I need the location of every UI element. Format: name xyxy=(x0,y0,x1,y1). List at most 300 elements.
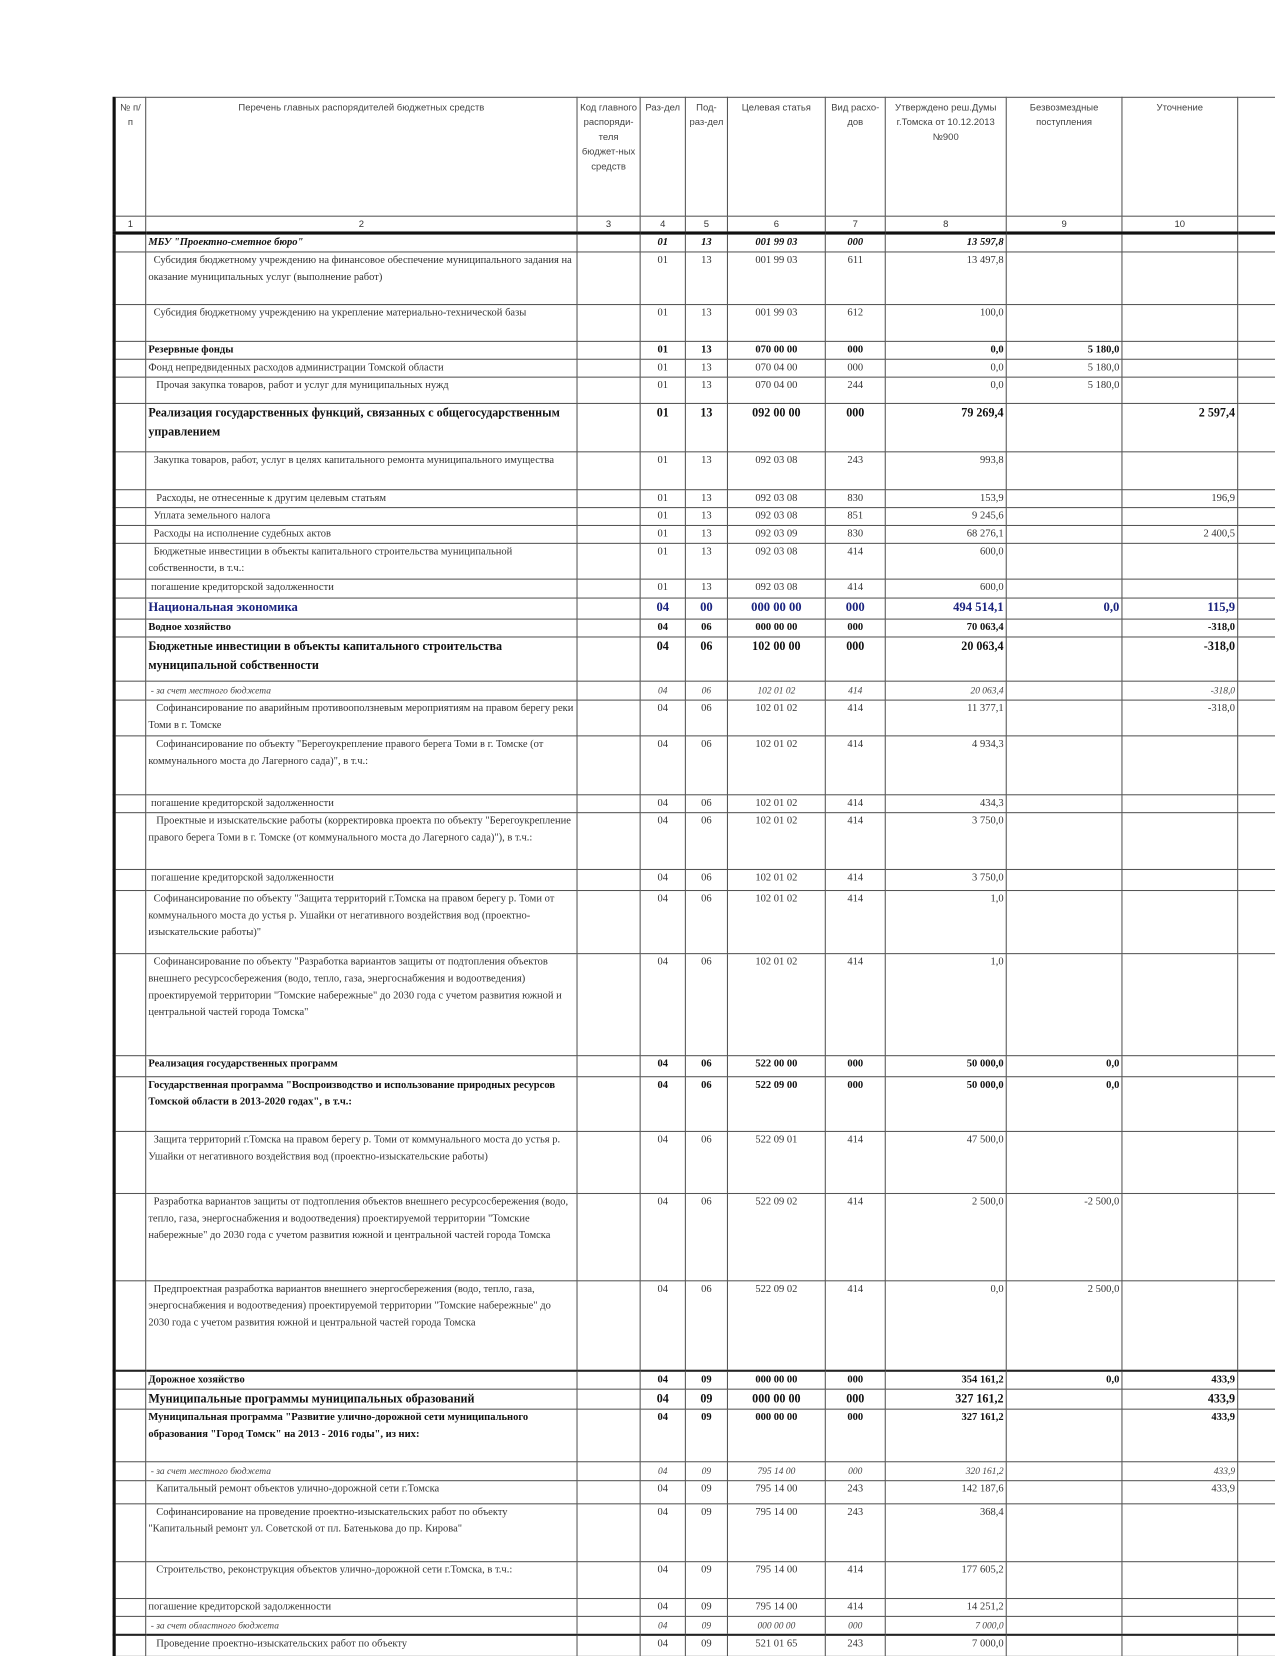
column-number-row xyxy=(114,216,1275,233)
gratuitous-receipts-cell xyxy=(1006,525,1122,543)
approved-amount-cell: 0,0 xyxy=(885,377,1006,403)
approved-amount-cell: 13 497,8 xyxy=(885,252,1006,305)
row-number-cell xyxy=(114,813,146,870)
item-name-cell: - за счет областного бюджета xyxy=(146,1616,577,1634)
row-number-cell xyxy=(114,795,146,813)
header-cell xyxy=(1238,97,1275,216)
header-cell: Перечень главных распорядителей бюджетных средств xyxy=(146,97,577,216)
expense-type-cell: 000 xyxy=(825,1462,885,1481)
extra-cell xyxy=(1238,508,1275,526)
adjustment-cell: 433,9 xyxy=(1122,1370,1238,1389)
item-name-cell: Реализация государственных программ xyxy=(146,1056,577,1077)
approved-amount-cell: 1,0 xyxy=(885,891,1006,954)
row-number-cell xyxy=(114,543,146,579)
section-cell: 01 xyxy=(640,233,685,252)
manager-code-cell xyxy=(577,1562,640,1599)
manager-code-cell xyxy=(577,233,640,252)
adjustment-cell: 2 597,4 xyxy=(1122,403,1238,451)
approved-amount-cell: 20 063,4 xyxy=(885,637,1006,681)
gratuitous-receipts-cell xyxy=(1006,869,1122,890)
table-row xyxy=(114,891,1275,954)
row-number-cell xyxy=(114,359,146,377)
table-row xyxy=(114,359,1275,377)
expense-type-cell: 414 xyxy=(825,1599,885,1617)
row-number-cell xyxy=(114,1504,146,1562)
extra-cell xyxy=(1238,681,1275,700)
table-row xyxy=(114,252,1275,305)
section-cell: 04 xyxy=(640,1599,685,1617)
row-number-cell xyxy=(114,954,146,1056)
item-name-cell: Государственная программа "Воспроизводство и использование природных ресурсов Томской области в 2013-2020 годах", в т.ч.: xyxy=(146,1077,577,1132)
extra-cell xyxy=(1238,1481,1275,1504)
target-article-cell: 000 00 00 xyxy=(727,1370,825,1389)
row-number-cell xyxy=(114,1635,146,1656)
column-number: 7 xyxy=(825,216,885,233)
gratuitous-receipts-cell xyxy=(1006,1481,1122,1504)
gratuitous-receipts-cell xyxy=(1006,891,1122,954)
adjustment-cell xyxy=(1122,1281,1238,1370)
gratuitous-receipts-cell xyxy=(1006,700,1122,736)
item-name-cell: Субсидия бюджетному учреждению на укрепление материально-технической базы xyxy=(146,305,577,342)
header-row xyxy=(114,97,1275,216)
gratuitous-receipts-cell xyxy=(1006,252,1122,305)
target-article-cell: 001 99 03 xyxy=(727,305,825,342)
expense-type-cell: 414 xyxy=(825,891,885,954)
manager-code-cell xyxy=(577,1599,640,1617)
row-number-cell xyxy=(114,508,146,526)
extra-cell xyxy=(1238,452,1275,490)
gratuitous-receipts-cell: 0,0 xyxy=(1006,598,1122,619)
table-row xyxy=(114,954,1275,1056)
row-number-cell xyxy=(114,1599,146,1617)
manager-code-cell xyxy=(577,637,640,681)
adjustment-cell xyxy=(1122,1193,1238,1280)
subsection-cell: 09 xyxy=(685,1562,727,1599)
table-row xyxy=(114,681,1275,700)
target-article-cell: 795 14 00 xyxy=(727,1599,825,1617)
column-number: 10 xyxy=(1122,216,1238,233)
header-cell: Раз-дел xyxy=(640,97,685,216)
table-row xyxy=(114,403,1275,451)
extra-cell xyxy=(1238,1193,1275,1280)
target-article-cell: 795 14 00 xyxy=(727,1462,825,1481)
expense-type-cell: 414 xyxy=(825,579,885,598)
subsection-cell: 13 xyxy=(685,525,727,543)
approved-amount-cell: 4 934,3 xyxy=(885,736,1006,795)
extra-cell xyxy=(1238,579,1275,598)
table-row xyxy=(114,1193,1275,1280)
target-article-cell: 092 00 00 xyxy=(727,403,825,451)
subsection-cell: 06 xyxy=(685,619,727,637)
section-cell: 04 xyxy=(640,891,685,954)
subsection-cell: 13 xyxy=(685,359,727,377)
item-name-cell: Расходы на исполнение судебных актов xyxy=(146,525,577,543)
target-article-cell: 092 03 08 xyxy=(727,508,825,526)
column-number: 4 xyxy=(640,216,685,233)
row-number-cell xyxy=(114,233,146,252)
gratuitous-receipts-cell: 0,0 xyxy=(1006,1077,1122,1132)
approved-amount-cell: 434,3 xyxy=(885,795,1006,813)
extra-cell xyxy=(1238,1616,1275,1634)
expense-type-cell: 000 xyxy=(825,341,885,359)
gratuitous-receipts-cell: 5 180,0 xyxy=(1006,359,1122,377)
manager-code-cell xyxy=(577,1481,640,1504)
table-row xyxy=(114,1409,1275,1462)
section-cell: 04 xyxy=(640,637,685,681)
column-number: 3 xyxy=(577,216,640,233)
adjustment-cell xyxy=(1122,359,1238,377)
extra-cell xyxy=(1238,1056,1275,1077)
table-row xyxy=(114,1389,1275,1409)
column-number xyxy=(1238,216,1275,233)
subsection-cell: 06 xyxy=(685,1056,727,1077)
table-row xyxy=(114,813,1275,870)
adjustment-cell: 433,9 xyxy=(1122,1409,1238,1462)
item-name-cell: Проведение проектно-изыскательских работ по объекту xyxy=(146,1635,577,1656)
extra-cell xyxy=(1238,1077,1275,1132)
extra-cell xyxy=(1238,543,1275,579)
gratuitous-receipts-cell xyxy=(1006,681,1122,700)
adjustment-cell xyxy=(1122,1504,1238,1562)
adjustment-cell xyxy=(1122,452,1238,490)
item-name-cell: погашение кредиторской задолженности xyxy=(146,579,577,598)
adjustment-cell xyxy=(1122,508,1238,526)
approved-amount-cell: 327 161,2 xyxy=(885,1409,1006,1462)
item-name-cell: Строительство, реконструкция объектов улично-дорожной сети г.Томска, в т.ч.: xyxy=(146,1562,577,1599)
gratuitous-receipts-cell xyxy=(1006,305,1122,342)
section-cell: 01 xyxy=(640,341,685,359)
row-number-cell xyxy=(114,490,146,508)
table-row xyxy=(114,508,1275,526)
table-row xyxy=(114,490,1275,508)
gratuitous-receipts-cell xyxy=(1006,619,1122,637)
section-cell: 04 xyxy=(640,954,685,1056)
subsection-cell: 06 xyxy=(685,813,727,870)
manager-code-cell xyxy=(577,1077,640,1132)
subsection-cell: 13 xyxy=(685,341,727,359)
column-number: 6 xyxy=(727,216,825,233)
target-article-cell: 092 03 09 xyxy=(727,525,825,543)
section-cell: 04 xyxy=(640,1370,685,1389)
subsection-cell: 13 xyxy=(685,543,727,579)
expense-type-cell: 414 xyxy=(825,681,885,700)
manager-code-cell xyxy=(577,1409,640,1462)
item-name-cell: погашение кредиторской задолженности xyxy=(146,795,577,813)
target-article-cell: 521 01 65 xyxy=(727,1635,825,1656)
expense-type-cell: 414 xyxy=(825,869,885,890)
target-article-cell: 070 04 00 xyxy=(727,359,825,377)
expense-type-cell: 000 xyxy=(825,359,885,377)
approved-amount-cell: 600,0 xyxy=(885,579,1006,598)
item-name-cell: - за счет местного бюджета xyxy=(146,1462,577,1481)
subsection-cell: 06 xyxy=(685,1077,727,1132)
row-number-cell xyxy=(114,305,146,342)
adjustment-cell xyxy=(1122,377,1238,403)
approved-amount-cell: 13 597,8 xyxy=(885,233,1006,252)
header-cell: Безвозмездные поступления xyxy=(1006,97,1122,216)
section-cell: 04 xyxy=(640,1389,685,1409)
expense-type-cell: 000 xyxy=(825,1409,885,1462)
extra-cell xyxy=(1238,305,1275,342)
subsection-cell: 09 xyxy=(685,1504,727,1562)
column-number: 2 xyxy=(146,216,577,233)
extra-cell xyxy=(1238,359,1275,377)
extra-cell xyxy=(1238,1370,1275,1389)
table-row xyxy=(114,736,1275,795)
table-row xyxy=(114,1504,1275,1562)
expense-type-cell: 000 xyxy=(825,1077,885,1132)
expense-type-cell: 414 xyxy=(825,700,885,736)
target-article-cell: 102 01 02 xyxy=(727,869,825,890)
manager-code-cell xyxy=(577,954,640,1056)
adjustment-cell xyxy=(1122,1131,1238,1193)
table-row xyxy=(114,452,1275,490)
gratuitous-receipts-cell xyxy=(1006,452,1122,490)
expense-type-cell: 000 xyxy=(825,1056,885,1077)
adjustment-cell xyxy=(1122,341,1238,359)
item-name-cell: Софинансирование на проведение проектно-изыскательских работ по объекту "Капитальный ремонт ул. Советской от пл. Батенькова до пр. Кирова" xyxy=(146,1504,577,1562)
adjustment-cell: -318,0 xyxy=(1122,681,1238,700)
approved-amount-cell: 1,0 xyxy=(885,954,1006,1056)
extra-cell xyxy=(1238,619,1275,637)
gratuitous-receipts-cell xyxy=(1006,1635,1122,1656)
extra-cell xyxy=(1238,1635,1275,1656)
row-number-cell xyxy=(114,341,146,359)
expense-type-cell: 414 xyxy=(825,736,885,795)
manager-code-cell xyxy=(577,1193,640,1280)
table-row xyxy=(114,795,1275,813)
subsection-cell: 13 xyxy=(685,252,727,305)
item-name-cell: Субсидия бюджетному учреждению на финансовое обеспечение муниципального задания на оказание муниципальных услуг (выполнение работ) xyxy=(146,252,577,305)
item-name-cell: Муниципальная программа "Развитие улично-дорожной сети муниципального образования "Город Томск" на 2013 - 2016 годы", из них: xyxy=(146,1409,577,1462)
target-article-cell: 092 03 08 xyxy=(727,490,825,508)
section-cell: 04 xyxy=(640,700,685,736)
approved-amount-cell: 0,0 xyxy=(885,1281,1006,1370)
approved-amount-cell: 354 161,2 xyxy=(885,1370,1006,1389)
target-article-cell: 070 04 00 xyxy=(727,377,825,403)
subsection-cell: 09 xyxy=(685,1481,727,1504)
subsection-cell: 13 xyxy=(685,579,727,598)
adjustment-cell xyxy=(1122,813,1238,870)
row-number-cell xyxy=(114,1077,146,1132)
adjustment-cell xyxy=(1122,1077,1238,1132)
adjustment-cell: -318,0 xyxy=(1122,619,1238,637)
adjustment-cell xyxy=(1122,1599,1238,1617)
subsection-cell: 09 xyxy=(685,1599,727,1617)
subsection-cell: 13 xyxy=(685,377,727,403)
item-name-cell: Разработка вариантов защиты от подтопления объектов внешнего ресурсосбережения (водо, тепло, газа, энергоснабжения и водоотведения) проектируемой территории "Томские набережные" до 2030 года с учетом развития южной и центральной частей города Томска xyxy=(146,1193,577,1280)
target-article-cell: 522 09 00 xyxy=(727,1077,825,1132)
adjustment-cell xyxy=(1122,795,1238,813)
target-article-cell: 102 01 02 xyxy=(727,813,825,870)
expense-type-cell: 000 xyxy=(825,598,885,619)
adjustment-cell: 2 400,5 xyxy=(1122,525,1238,543)
approved-amount-cell: 177 605,2 xyxy=(885,1562,1006,1599)
extra-cell xyxy=(1238,598,1275,619)
expense-type-cell: 414 xyxy=(825,1562,885,1599)
manager-code-cell xyxy=(577,1635,640,1656)
section-cell: 01 xyxy=(640,305,685,342)
approved-amount-cell: 368,4 xyxy=(885,1504,1006,1562)
manager-code-cell xyxy=(577,1056,640,1077)
row-number-cell xyxy=(114,869,146,890)
item-name-cell: Закупка товаров, работ, услуг в целях капитального ремонта муниципального имущества xyxy=(146,452,577,490)
section-cell: 04 xyxy=(640,1616,685,1634)
gratuitous-receipts-cell xyxy=(1006,1409,1122,1462)
target-article-cell: 001 99 03 xyxy=(727,252,825,305)
target-article-cell: 102 01 02 xyxy=(727,954,825,1056)
gratuitous-receipts-cell xyxy=(1006,1562,1122,1599)
adjustment-cell: 115,9 xyxy=(1122,598,1238,619)
subsection-cell: 06 xyxy=(685,736,727,795)
table-row xyxy=(114,525,1275,543)
item-name-cell: Софинансирование по объекту "Разработка вариантов защиты от подтопления объектов внешнего ресурсосбережения (водо, тепло, газа, энергоснабжения и водоотведения) проектируемой территории "Томские набережные" до 2030 года с учетом развития южной и центральной частей города Томска" xyxy=(146,954,577,1056)
approved-amount-cell: 50 000,0 xyxy=(885,1077,1006,1132)
subsection-cell: 06 xyxy=(685,1131,727,1193)
subsection-cell: 06 xyxy=(685,869,727,890)
section-cell: 01 xyxy=(640,452,685,490)
section-cell: 04 xyxy=(640,1193,685,1280)
approved-amount-cell: 320 161,2 xyxy=(885,1462,1006,1481)
section-cell: 04 xyxy=(640,736,685,795)
table-row xyxy=(114,377,1275,403)
row-number-cell xyxy=(114,1056,146,1077)
approved-amount-cell: 0,0 xyxy=(885,359,1006,377)
extra-cell xyxy=(1238,1409,1275,1462)
row-number-cell xyxy=(114,1409,146,1462)
item-name-cell: Водное хозяйство xyxy=(146,619,577,637)
header-cell: Целевая статья xyxy=(727,97,825,216)
approved-amount-cell: 494 514,1 xyxy=(885,598,1006,619)
gratuitous-receipts-cell xyxy=(1006,736,1122,795)
extra-cell xyxy=(1238,252,1275,305)
extra-cell xyxy=(1238,700,1275,736)
expense-type-cell: 000 xyxy=(825,233,885,252)
target-article-cell: 522 09 01 xyxy=(727,1131,825,1193)
item-name-cell: Проектные и изыскательские работы (корректировка проекта по объекту "Берегоукрепление правого берега Томи в г. Томске (от коммунального моста до Лагерного сада)"), в т.ч.: xyxy=(146,813,577,870)
manager-code-cell xyxy=(577,1281,640,1370)
target-article-cell: 102 01 02 xyxy=(727,795,825,813)
approved-amount-cell: 153,9 xyxy=(885,490,1006,508)
approved-amount-cell: 7 000,0 xyxy=(885,1635,1006,1656)
table-row xyxy=(114,1562,1275,1599)
adjustment-cell xyxy=(1122,305,1238,342)
item-name-cell: Бюджетные инвестиции в объекты капитального строительства муниципальной собственности xyxy=(146,637,577,681)
extra-cell xyxy=(1238,377,1275,403)
subsection-cell: 13 xyxy=(685,490,727,508)
approved-amount-cell: 20 063,4 xyxy=(885,681,1006,700)
manager-code-cell xyxy=(577,1462,640,1481)
approved-amount-cell: 68 276,1 xyxy=(885,525,1006,543)
extra-cell xyxy=(1238,1504,1275,1562)
table-row xyxy=(114,1077,1275,1132)
table-row xyxy=(114,543,1275,579)
adjustment-cell: 433,9 xyxy=(1122,1481,1238,1504)
item-name-cell: - за счет местного бюджета xyxy=(146,681,577,700)
manager-code-cell xyxy=(577,1131,640,1193)
row-number-cell xyxy=(114,891,146,954)
section-cell: 01 xyxy=(640,525,685,543)
extra-cell xyxy=(1238,490,1275,508)
manager-code-cell xyxy=(577,700,640,736)
manager-code-cell xyxy=(577,813,640,870)
target-article-cell: 000 00 00 xyxy=(727,598,825,619)
adjustment-cell xyxy=(1122,1562,1238,1599)
extra-cell xyxy=(1238,1599,1275,1617)
approved-amount-cell: 993,8 xyxy=(885,452,1006,490)
header-cell: Код главного распоряди-теля бюджет-ных средств xyxy=(577,97,640,216)
item-name-cell: Софинансирование по аварийным противооползневым мероприятиям на правом берегу реки Томи в г. Томске xyxy=(146,700,577,736)
target-article-cell: 795 14 00 xyxy=(727,1481,825,1504)
table-row xyxy=(114,1370,1275,1389)
approved-amount-cell: 11 377,1 xyxy=(885,700,1006,736)
extra-cell xyxy=(1238,954,1275,1056)
approved-amount-cell: 3 750,0 xyxy=(885,869,1006,890)
column-number: 5 xyxy=(685,216,727,233)
expense-type-cell: 000 xyxy=(825,403,885,451)
target-article-cell: 000 00 00 xyxy=(727,1616,825,1634)
gratuitous-receipts-cell xyxy=(1006,1504,1122,1562)
adjustment-cell xyxy=(1122,1616,1238,1634)
header-cell: № п/п xyxy=(114,97,146,216)
target-article-cell: 001 99 03 xyxy=(727,233,825,252)
row-number-cell xyxy=(114,1562,146,1599)
approved-amount-cell: 14 251,2 xyxy=(885,1599,1006,1617)
expense-type-cell: 000 xyxy=(825,1616,885,1634)
subsection-cell: 06 xyxy=(685,700,727,736)
item-name-cell: Дорожное хозяйство xyxy=(146,1370,577,1389)
table-row xyxy=(114,619,1275,637)
section-cell: 04 xyxy=(640,1409,685,1462)
approved-amount-cell: 47 500,0 xyxy=(885,1131,1006,1193)
row-number-cell xyxy=(114,377,146,403)
extra-cell xyxy=(1238,1462,1275,1481)
target-article-cell: 092 03 08 xyxy=(727,543,825,579)
extra-cell xyxy=(1238,1389,1275,1409)
expense-type-cell: 000 xyxy=(825,619,885,637)
extra-cell xyxy=(1238,233,1275,252)
target-article-cell: 070 00 00 xyxy=(727,341,825,359)
subsection-cell: 13 xyxy=(685,403,727,451)
item-name-cell: Предпроектная разработка вариантов внешнего энергосбережения (водо, тепло, газа, энергоснабжения и водоотведения) проектируемой территории "Томские набережные" до 2030 года с учетом развития южной и центральной частей города Томска xyxy=(146,1281,577,1370)
approved-amount-cell: 7 000,0 xyxy=(885,1616,1006,1634)
expense-type-cell: 244 xyxy=(825,377,885,403)
subsection-cell: 06 xyxy=(685,637,727,681)
manager-code-cell xyxy=(577,359,640,377)
section-cell: 04 xyxy=(640,1635,685,1656)
approved-amount-cell: 3 750,0 xyxy=(885,813,1006,870)
subsection-cell: 09 xyxy=(685,1616,727,1634)
section-cell: 01 xyxy=(640,403,685,451)
section-cell: 04 xyxy=(640,1481,685,1504)
extra-cell xyxy=(1238,891,1275,954)
target-article-cell: 795 14 00 xyxy=(727,1562,825,1599)
column-number: 1 xyxy=(114,216,146,233)
approved-amount-cell: 50 000,0 xyxy=(885,1056,1006,1077)
row-number-cell xyxy=(114,579,146,598)
table-row xyxy=(114,233,1275,252)
row-number-cell xyxy=(114,1193,146,1280)
item-name-cell: Реализация государственных функций, связанных с общегосударственным управлением xyxy=(146,403,577,451)
gratuitous-receipts-cell xyxy=(1006,579,1122,598)
section-cell: 04 xyxy=(640,1281,685,1370)
table-row xyxy=(114,869,1275,890)
adjustment-cell xyxy=(1122,543,1238,579)
table-row xyxy=(114,598,1275,619)
manager-code-cell xyxy=(577,598,640,619)
expense-type-cell: 414 xyxy=(825,954,885,1056)
target-article-cell: 092 03 08 xyxy=(727,579,825,598)
